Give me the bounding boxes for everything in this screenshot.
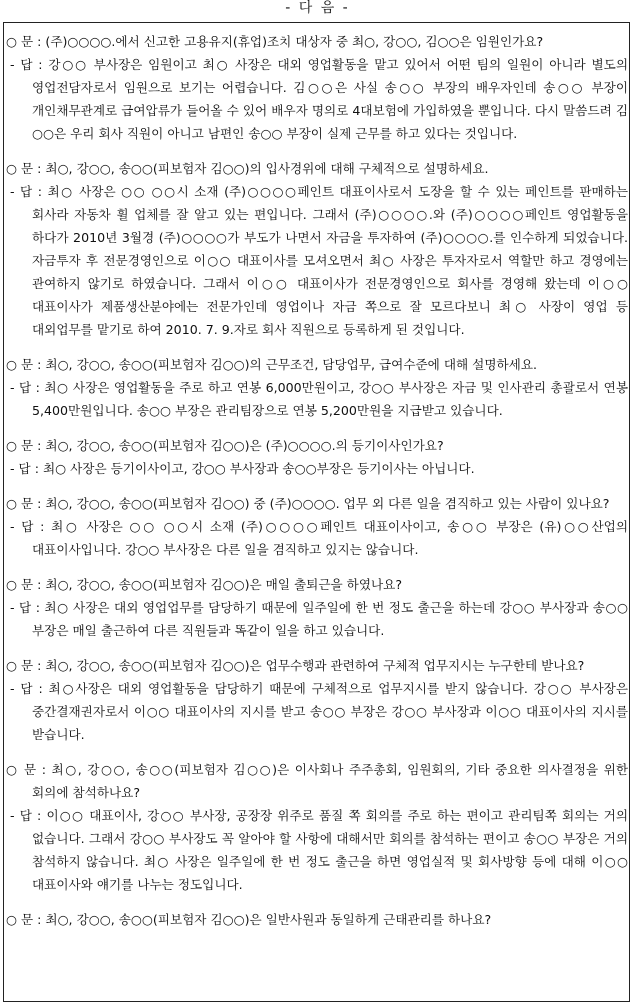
answer-text: - 답 : 최○사장은 대외 영업활동을 담당하기 때문에 구체적으로 업무지시를 받지 않습니다. 강○○ 부사장은 중간결재권자로서 이○○ 대표이사의 지시를 받고 송○○ 부장은 강○○ 부사장과 이○○ 대표이사의 지시를 받습니다.	[10, 681, 628, 742]
qa-item	[6, 353, 628, 422]
qa-item	[6, 434, 628, 480]
qa-item	[6, 157, 628, 341]
qa-item	[6, 573, 628, 642]
document-header: - 다 음 -	[285, 0, 350, 16]
question-text: ○ 문 : (주)○○○○.에서 신고한 고용유지(휴업)조치 대상자 중 최○, 강○○, 김○○은 임원인가요?	[6, 34, 544, 49]
qa-item	[6, 908, 628, 931]
qa-item	[6, 492, 628, 561]
qa-item	[6, 30, 628, 145]
answer-text: - 답 : 최○ 사장은 등기이사이고, 강○○ 부사장과 송○○부장은 등기이사는 아닙니다.	[10, 461, 475, 476]
question-text: ○ 문 : 최○, 강○○, 송○○(피보험자 김○○)은 이사회나 주주총회, 임원회의, 기타 중요한 의사결정을 위한 회의에 참석하나요?	[6, 762, 628, 800]
answer-text: - 답 : 최○ 사장은 영업활동을 주로 하고 연봉 6,000만원이고, 강○○ 부사장은 자금 및 인사관리 총괄로서 연봉 5,400만원입니다. 송○○ 부장은 관리팀장으로 연봉 5,200만원을 지급받고 있습니다.	[10, 380, 628, 418]
answer-text: - 답 : 최○ 사장은 대외 영업업무를 담당하기 때문에 일주일에 한 번 정도 출근을 하는데 강○○ 부사장과 송○○ 부장은 매일 출근하여 다른 직원들과 똑같이 일을 하고 있습니다.	[10, 600, 628, 638]
question-text: ○ 문 : 최○, 강○○, 송○○(피보험자 김○○) 중 (주)○○○○. 업무 외 다른 일을 겸직하고 있는 사람이 있나요?	[6, 496, 610, 511]
question-text: ○ 문 : 최○, 강○○, 송○○(피보험자 김○○)은 일반사원과 동일하게 근태관리를 하나요?	[6, 912, 492, 927]
question-text: ○ 문 : 최○, 강○○, 송○○(피보험자 김○○)의 근무조건, 담당업무, 급여수준에 대해 설명하세요.	[6, 357, 537, 372]
question-text: ○ 문 : 최○, 강○○, 송○○(피보험자 김○○)은 매일 출퇴근을 하였나요?	[6, 577, 403, 592]
answer-text: - 답 : 최○ 사장은 ○○ ○○시 소재 (주)○○○○페인트 대표이사이고, 송○○ 부장은 (유)○○산업의 대표이사입니다. 강○○ 부사장은 다른 일을 겸직하고 있지는 않습니다.	[10, 519, 628, 557]
qa-item	[6, 654, 628, 746]
question-text: ○ 문 : 최○, 강○○, 송○○(피보험자 김○○)은 업무수행과 관련하여 구체적 업무지시는 누구한테 받나요?	[6, 658, 585, 673]
qa-item	[6, 758, 628, 896]
answer-text: - 답 : 이○○ 대표이사, 강○○ 부사장, 공장장 위주로 품질 쪽 회의를 주로 하는 편이고 관리팀쪽 회의는 거의 없습니다. 그래서 강○○ 부사장도 꼭 알아야 할 사항에 대해서만 회의를 참석하는 편이고 송○○ 부장은 거의 참석하지 않습니다. 최○ 사장은 일주일에 한 번 정도 출근을 하면 영업실적 및 회사방향 등에 대해 이○○ 대표이사와 얘기를 나누는 정도입니다.	[10, 808, 628, 892]
question-text: ○ 문 : 최○, 강○○, 송○○(피보험자 김○○)의 입사경위에 대해 구체적으로 설명하세요.	[6, 161, 489, 176]
answer-text: - 답 : 최○ 사장은 ○○ ○○시 소재 (주)○○○○페인트 대표이사로서 도장을 할 수 있는 페인트를 판매하는 회사라 자동차 휠 업체를 잘 알고 있는 편입니다. 그래서 (주)○○○○.와 (주)○○○○페인트 영업활동을 하다가 2010년 3월경 (주)○○○○가 부도가 나면서 자금을 투자하여 (주)○○○○.를 인수하게 되었습니다. 자금투자 후 전문경영인으로 이○○ 대표이사를 모셔오면서 최○ 사장은 투자자로서 역할만 하고 경영에는 관여하지 않기로 하였습니다. 그래서 이○○ 대표이사가 전문경영인으로 회사를 경영해 왔는데 이○○ 대표이사가 제품생산분야에는 전문가인데 영업이나 자금 쪽으로 잘 모르다보니 최○ 사장이 영업 등 대외업무를 맡기로 하여 2010. 7. 9.자로 회사 직원으로 등록하게 된 것입니다.	[10, 184, 628, 337]
question-text: ○ 문 : 최○, 강○○, 송○○(피보험자 김○○)은 (주)○○○○.의 등기이사인가요?	[6, 438, 444, 453]
answer-text: - 답 : 강○○ 부사장은 임원이고 최○ 사장은 대외 영업활동을 맡고 있어서 어떤 팀의 일원이 아니라 별도의 영업전담자로서 임원으로 보기는 어렵습니다. 김○○은 사실 송○○ 부장의 배우자인데 송○○ 부장이 개인채무관계로 급여압류가 들어올 수 있어 배우자 명의로 4대보험에 가입하였을 뿐입니다. 다시 말씀드려 김○○은 우리 회사 직원이 아니고 남편인 송○○ 부장이 실제 근무를 하고 있다는 것입니다.	[10, 57, 628, 141]
qa-list	[6, 30, 628, 943]
